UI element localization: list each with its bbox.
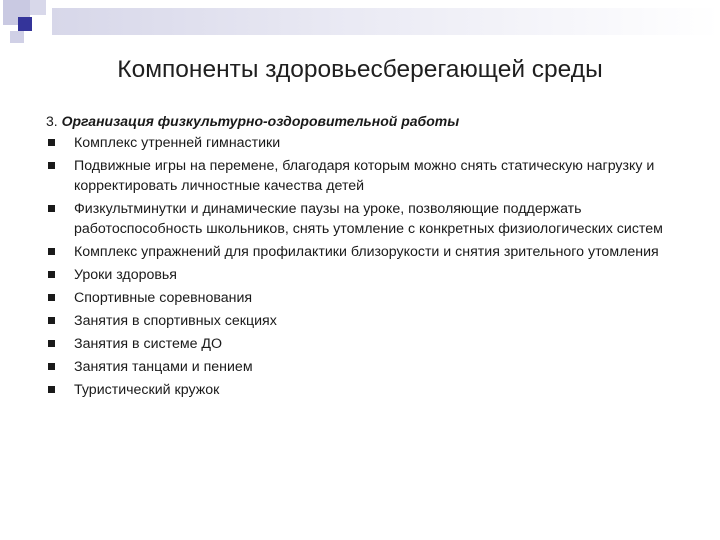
list-item xyxy=(46,380,686,400)
decor-square xyxy=(10,31,24,43)
slide-content xyxy=(46,111,686,403)
square-bullet-icon xyxy=(48,386,55,393)
list-item-text: Занятия в системе ДО xyxy=(74,336,223,352)
section-heading xyxy=(46,111,686,131)
list-item-text: Уроки здоровья xyxy=(74,267,177,283)
square-bullet-icon xyxy=(48,294,55,301)
list-item-text: Физкультминутки и динамические паузы на уроке, позволяющие поддержать работоспособность школьников, снять утомление с конкретных физиологических систем xyxy=(74,201,663,237)
bullet-list xyxy=(46,133,686,400)
list-item xyxy=(46,133,686,153)
list-item xyxy=(46,199,686,239)
list-item xyxy=(46,357,686,377)
section-number: 3. xyxy=(46,113,62,129)
square-bullet-icon xyxy=(48,363,55,370)
list-item-text: Спортивные соревнования xyxy=(74,290,253,306)
slide-title: Компоненты здоровьесберегающей среды xyxy=(117,56,603,83)
square-bullet-icon xyxy=(48,271,55,278)
square-bullet-icon xyxy=(48,139,55,146)
list-item-text: Подвижные игры на перемене, благодаря которым можно снять статическую нагрузку и корректировать личностные качества детей xyxy=(74,158,655,194)
square-bullet-icon xyxy=(48,205,55,212)
list-item-text: Туристический кружок xyxy=(74,382,220,398)
list-item xyxy=(46,156,686,196)
list-item-text: Занятия танцами и пением xyxy=(74,359,253,375)
list-item xyxy=(46,288,686,308)
list-item-text: Комплекс утренней гимнастики xyxy=(74,135,281,151)
square-bullet-icon xyxy=(48,340,55,347)
square-bullet-icon xyxy=(48,162,55,169)
decor-square xyxy=(30,0,46,15)
list-item xyxy=(46,334,686,354)
list-item xyxy=(46,265,686,285)
square-bullet-icon xyxy=(48,317,55,324)
header-band xyxy=(52,8,720,35)
square-bullet-icon xyxy=(48,248,55,255)
section-heading-text: Организация физкультурно-оздоровительной работы xyxy=(61,113,460,129)
list-item xyxy=(46,242,686,262)
decor-square xyxy=(18,17,32,31)
list-item-text: Комплекс упражнений для профилактики близорукости и снятия зрительного утомления xyxy=(74,244,659,260)
list-item xyxy=(46,311,686,331)
list-item-text: Занятия в спортивных секциях xyxy=(74,313,277,329)
